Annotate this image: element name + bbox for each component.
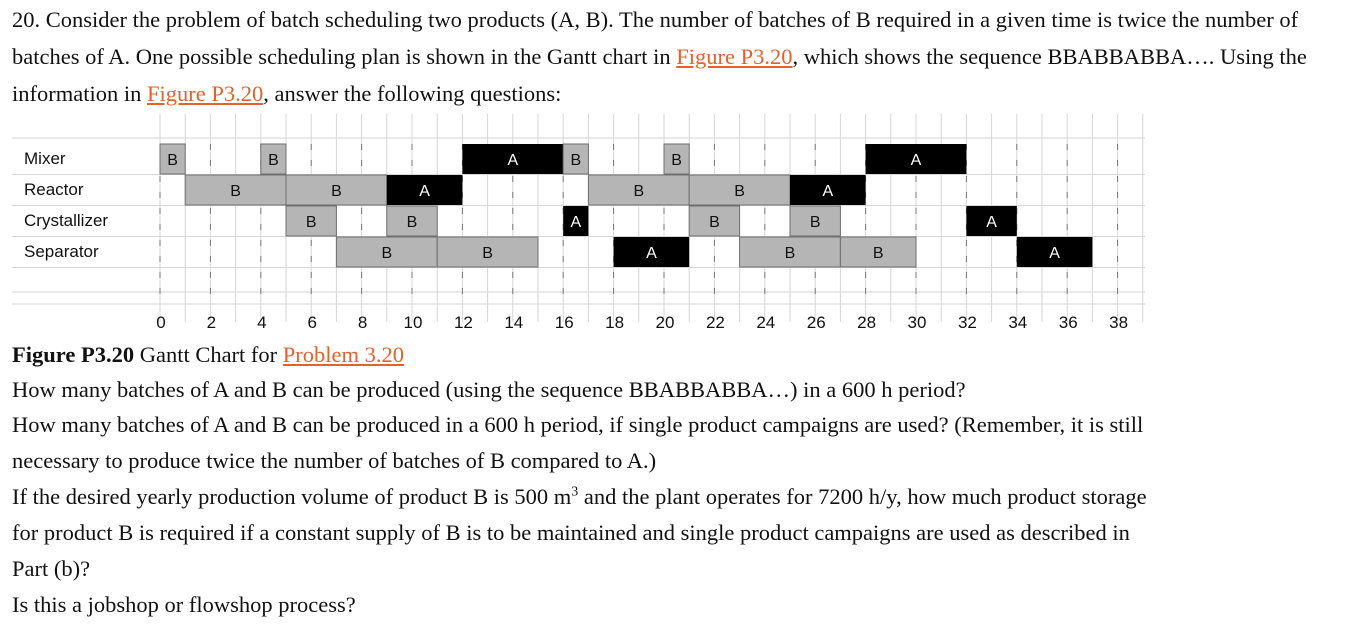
- question-3-line-3: Part (b)?: [12, 556, 91, 581]
- x-tick-label: 18: [605, 313, 625, 332]
- bar-label-a: A: [1049, 245, 1060, 262]
- figure-caption: [12, 340, 404, 370]
- bar-label-a: A: [646, 245, 657, 262]
- x-tick-label: 32: [957, 313, 977, 332]
- bar-label-b: B: [633, 183, 645, 200]
- x-tick-label: 6: [307, 313, 317, 332]
- problem-link[interactable]: Problem 3.20: [282, 342, 405, 367]
- bar-label-b: B: [570, 152, 582, 169]
- bar-label-b: B: [482, 245, 493, 262]
- problem-statement: [12, 1, 1364, 112]
- problem-text-1: 20. Consider the problem of batch scheduling two products (A, B). The number of batches of B required in a given time is twice the number of batches of A. One possible scheduling plan is shown in the Gantt chart in: [12, 7, 1299, 69]
- question-3-text-pre: If the desired yearly production volume of product B is 500 m: [12, 484, 572, 509]
- bar-label-a: A: [910, 152, 922, 169]
- bar-label-b: B: [406, 214, 418, 231]
- question-2-line-2: necessary to produce twice the number of batches of B compared to A.): [12, 448, 657, 473]
- x-tick-label: 30: [907, 313, 927, 332]
- bar-label-b: B: [167, 152, 178, 169]
- x-tick-label: 12: [453, 313, 473, 332]
- bar-label-b: B: [381, 245, 393, 262]
- x-tick-label: 38: [1109, 313, 1129, 332]
- x-tick-label: 4: [257, 313, 267, 332]
- figure-link-1[interactable]: Figure P3.20: [676, 44, 793, 69]
- x-tick-label: 22: [705, 313, 725, 332]
- caption-label: Figure P3.20: [12, 342, 135, 367]
- x-axis-ticks: [156, 313, 1128, 332]
- question-3-text-post: and the plant operates for 7200 h/y, how much product storage: [578, 484, 1147, 509]
- x-tick-label: 28: [857, 313, 877, 332]
- bar-label-b: B: [671, 152, 682, 169]
- question-1: How many batches of A and B can be produced (using the sequence BBABBABBA…) in a 600 h period?: [12, 377, 966, 402]
- superscript-3: 3: [571, 484, 579, 500]
- bar-label-b: B: [268, 152, 279, 169]
- bar-label-b: B: [305, 214, 317, 231]
- x-tick-label: 0: [156, 313, 166, 332]
- row-label-mixer: Mixer: [24, 149, 66, 168]
- row-label-separator: Separator: [24, 242, 99, 261]
- x-tick-label: 34: [1008, 313, 1028, 332]
- gantt-chart: [0, 108, 1160, 340]
- bar-label-b: B: [331, 183, 342, 200]
- caption-text: Gantt Chart for: [134, 342, 283, 367]
- bar-label-b: B: [709, 214, 720, 231]
- problem-text-3: , answer the following questions:: [263, 81, 562, 106]
- question-4: Is this a jobshop or flowshop process?: [12, 592, 356, 617]
- x-tick-label: 14: [504, 313, 524, 332]
- x-tick-label: 8: [357, 313, 368, 332]
- x-tick-label: 36: [1058, 313, 1078, 332]
- question-2-line-1: How many batches of A and B can be produced in a 600 h period, if single product campaigns are used? (Remember, it is still: [12, 412, 1144, 437]
- bar-label-b: B: [872, 245, 884, 262]
- x-tick-label: 10: [403, 313, 423, 332]
- row-label-crystallizer: Crystallizer: [24, 211, 109, 230]
- x-tick-label: 16: [554, 313, 574, 332]
- bar-label-b: B: [784, 245, 796, 262]
- bar-label-b: B: [230, 183, 241, 200]
- x-tick-label: 2: [206, 313, 217, 332]
- bar-label-a: A: [822, 183, 834, 200]
- bar-label-a: A: [986, 214, 997, 231]
- question-3-line-2: for product B is required if a constant supply of B is to be maintained and single product campaigns are used as described in: [12, 520, 1130, 545]
- x-tick-label: 24: [756, 313, 776, 332]
- problem-text-2: , which shows the sequence BBABBABBA…. Using the information in: [12, 44, 1307, 106]
- row-label-reactor: Reactor: [24, 180, 84, 199]
- question-3-line-1: [12, 482, 1147, 512]
- figure-link-2[interactable]: Figure P3.20: [146, 81, 264, 106]
- x-tick-label: 20: [655, 313, 675, 332]
- bar-label-a: A: [570, 214, 582, 231]
- bar-label-a: A: [507, 152, 519, 169]
- bar-label-b: B: [734, 183, 745, 200]
- x-tick-label: 26: [806, 313, 826, 332]
- bar-label-a: A: [419, 183, 430, 200]
- bar-label-b: B: [809, 214, 821, 231]
